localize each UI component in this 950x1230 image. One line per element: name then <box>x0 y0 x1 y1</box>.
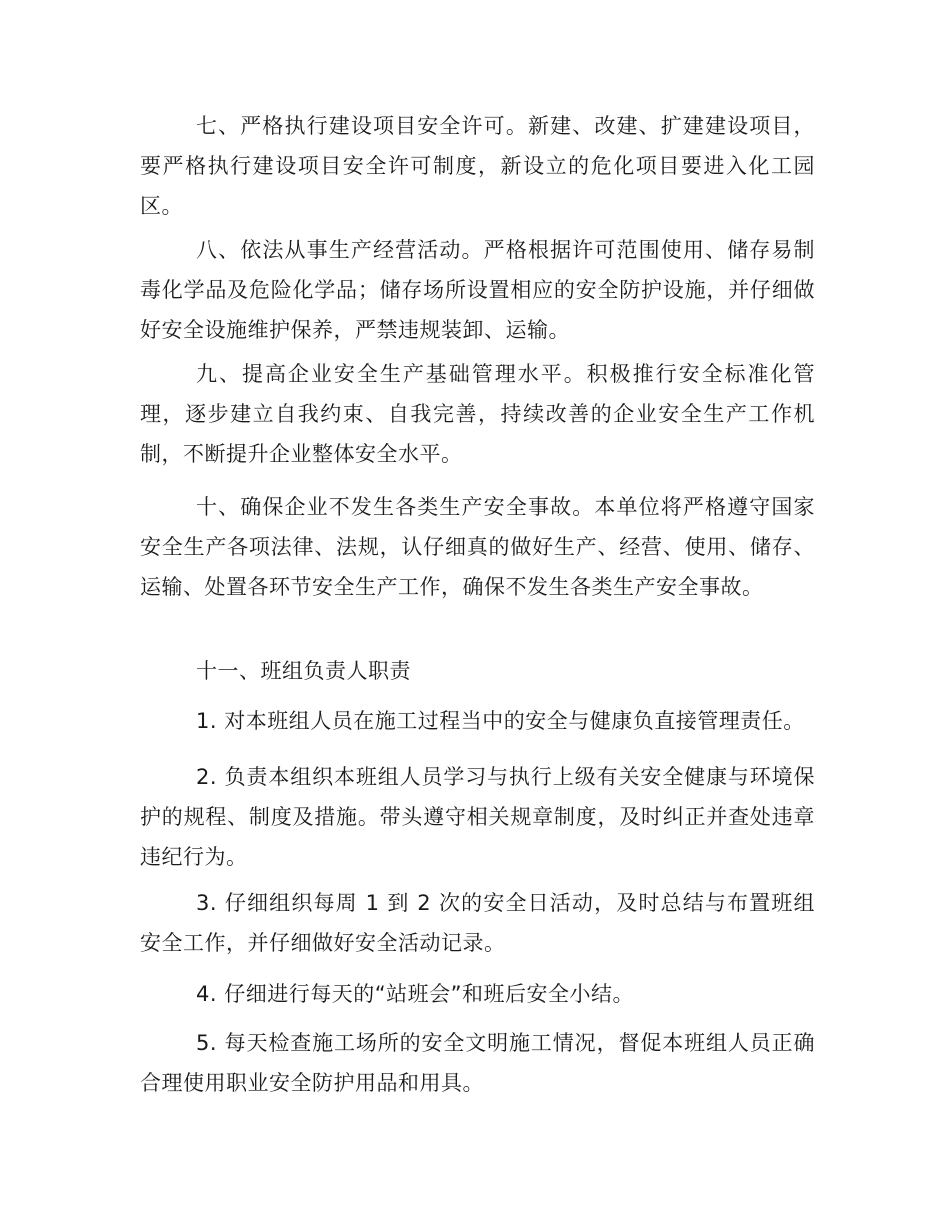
duty-item-2: 2. 负责本组织本班组人员学习与执行上级有关安全健康与环境保护的规程、制度及措施。带头遵守相关规章制度，及时纠正并查处违章违纪行为。 <box>140 765 815 869</box>
paragraph-9-safety-management-level: 九、提高企业安全生产基础管理水平。积极推行安全标准化管理，逐步建立自我约束、自我完善，持续改善的企业安全生产工作机制，不断提升企业整体安全水平。 <box>140 362 815 466</box>
paragraph-7-project-safety-permit: 七、严格执行建设项目安全许可。新建、改建、扩建建设项目，要严格执行建设项目安全许可制度，新设立的危化项目要进入化工园区。 <box>140 114 815 218</box>
duty-item-1: 1. 对本班组人员在施工过程当中的安全与健康负直接管理责任。 <box>196 709 805 733</box>
duty-item-3: 3. 仔细组织每周 1 到 2 次的安全日活动，及时总结与布置班组安全工作，并仔细做好安全活动记录。 <box>140 891 815 955</box>
duty-item-5: 5. 每天检查施工场所的安全文明施工情况，督促本班组人员正确合理使用职业安全防护用品和用具。 <box>140 1031 815 1095</box>
duty-item-4: 4. 仔细进行每天的“站班会”和班后安全小结。 <box>196 982 634 1006</box>
paragraph-8-lawful-operation: 八、依法从事生产经营活动。严格根据许可范围使用、储存易制毒化学品及危险化学品；储存场所设置相应的安全防护设施，并仔细做好安全设施维护保养，严禁违规装卸、运输。 <box>140 238 815 342</box>
section-heading-team-leader-duties: 十一、班组负责人职责 <box>196 659 411 683</box>
paragraph-10-no-accidents: 十、确保企业不发生各类生产安全事故。本单位将严格遵守国家安全生产各项法律、法规，认仔细真的做好生产、经营、使用、储存、运输、处置各环节安全生产工作，确保不发生各类生产安全事故。 <box>140 495 815 599</box>
